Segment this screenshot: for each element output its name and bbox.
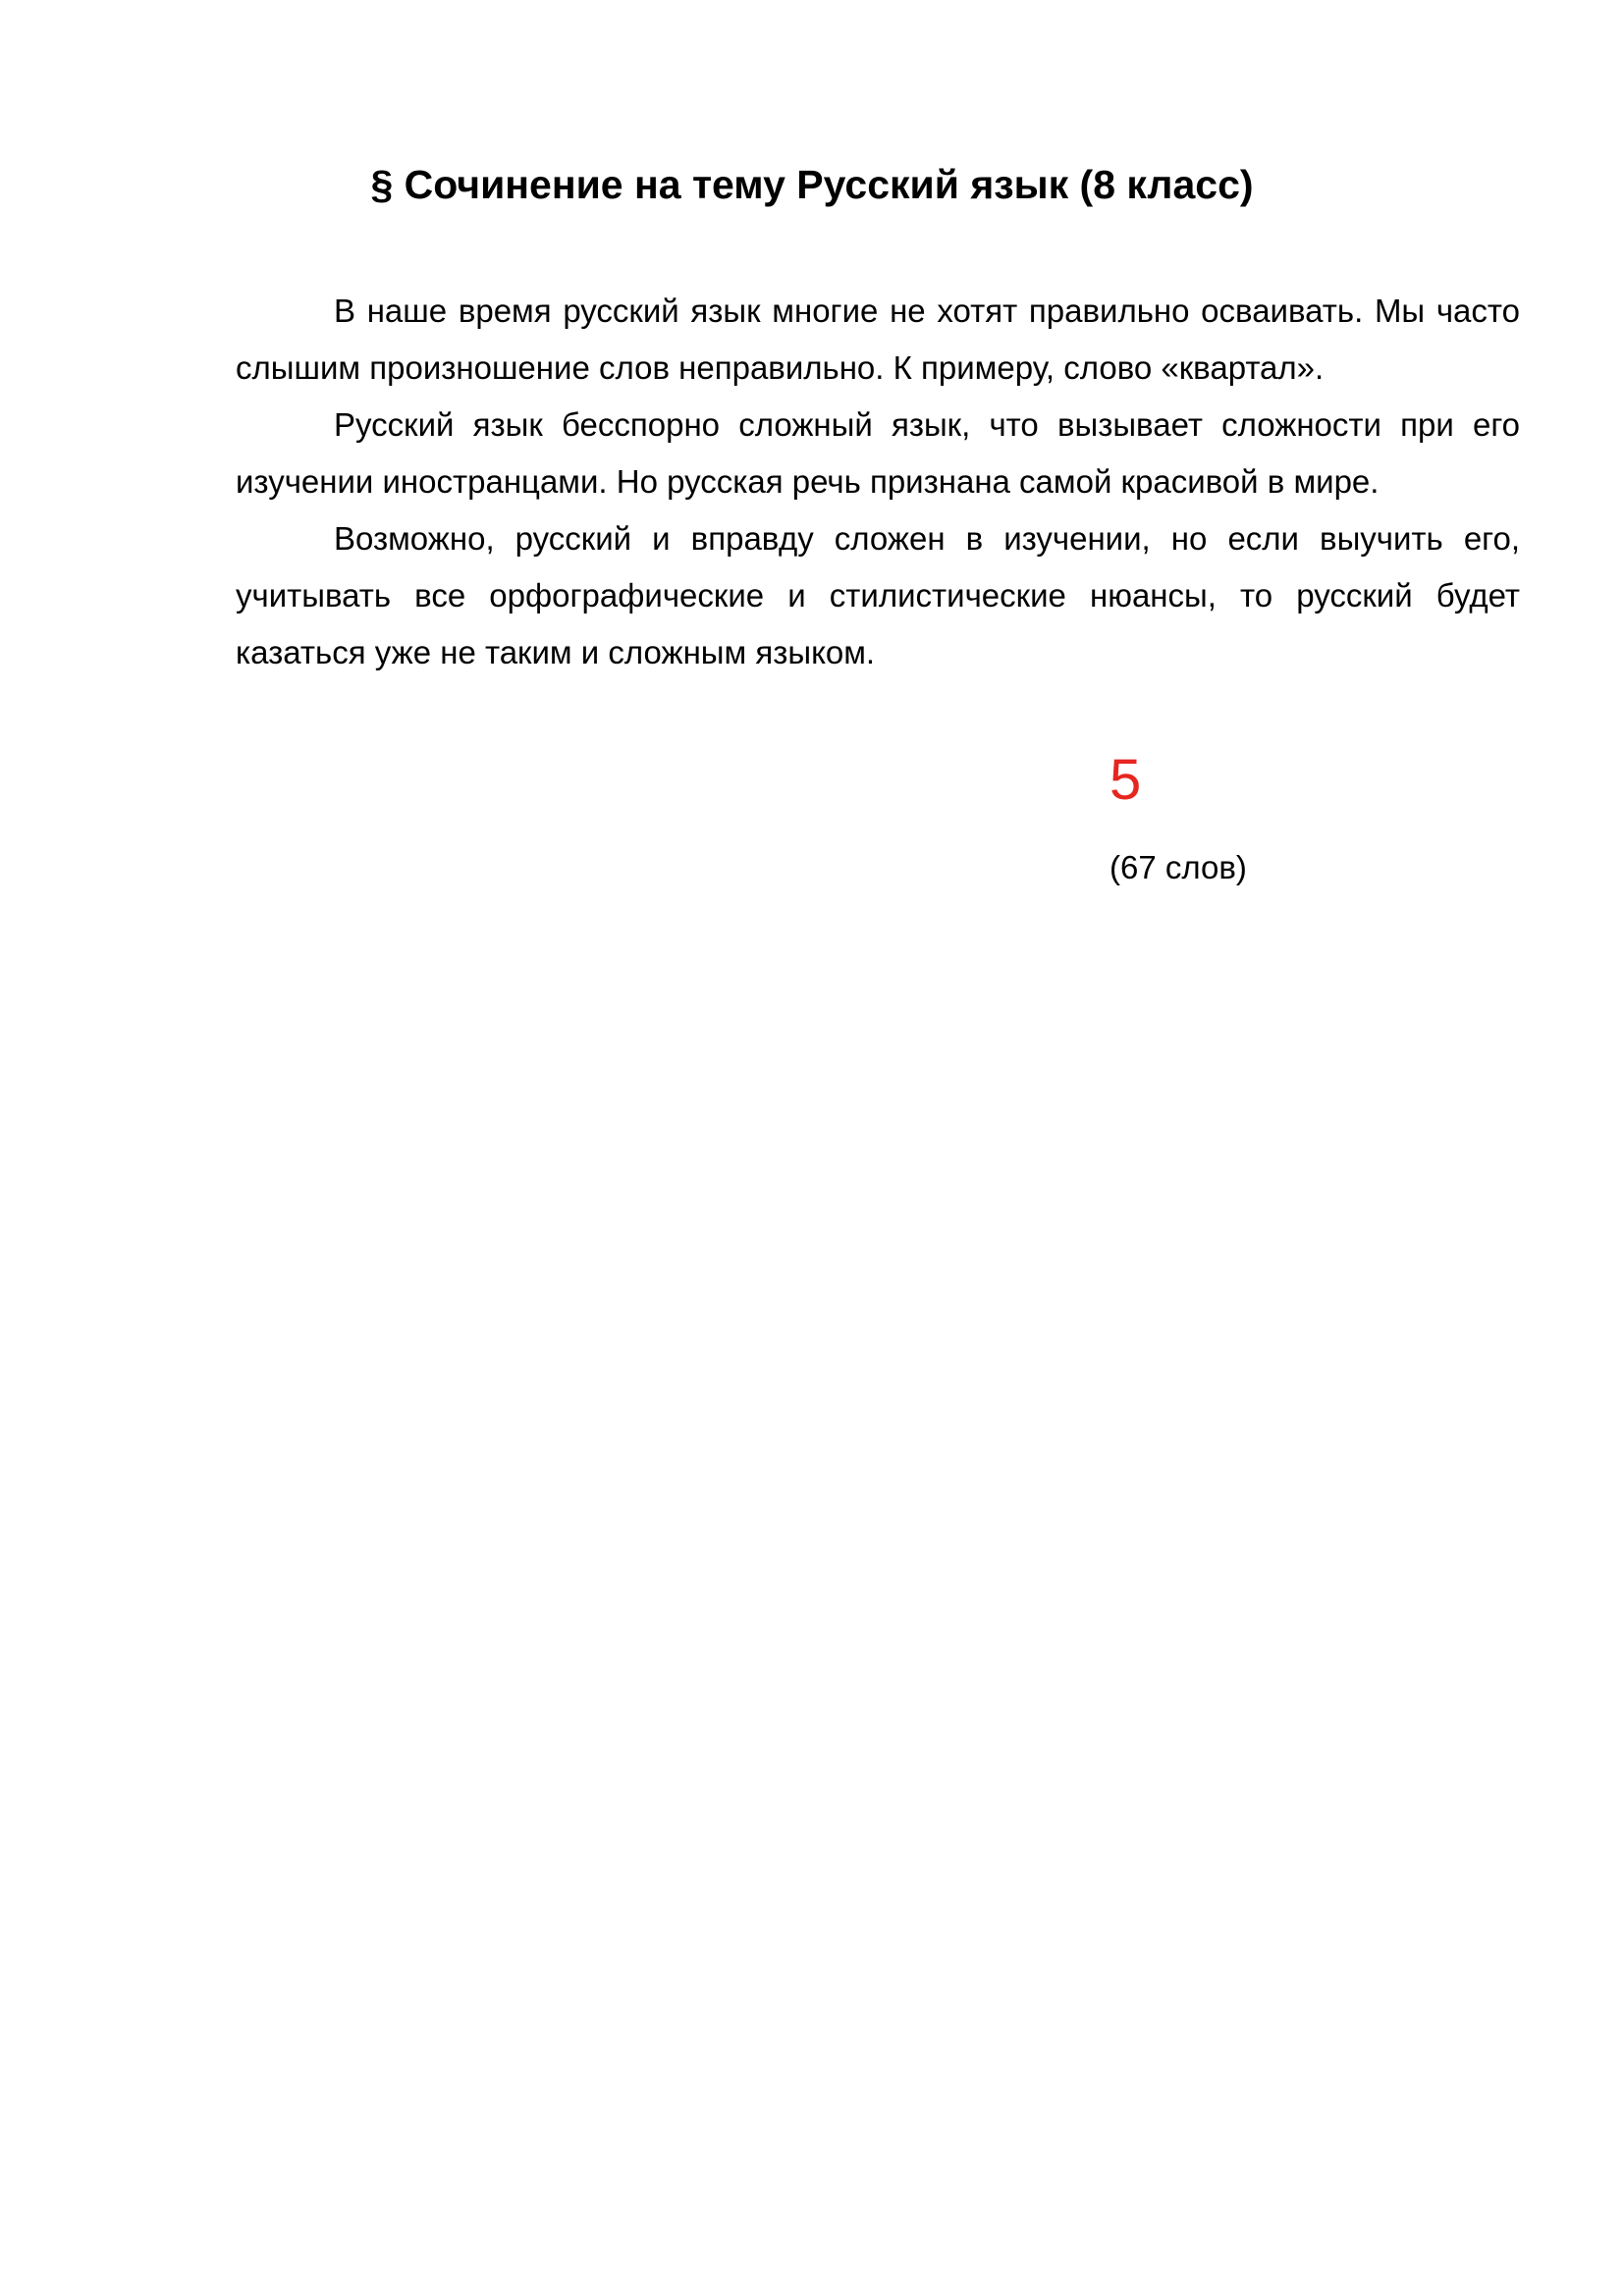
word-count: (67 слов): [1110, 849, 1247, 885]
page-title: § Сочинение на тему Русский язык (8 класс): [370, 162, 1254, 207]
essay-paragraph-3: Возможно, русский и вправду сложен в изучении, но если выучить его, учитывать все орфографические и стилистические нюансы, то русский будет казаться уже не таким и сложным языком.: [236, 520, 1520, 670]
essay-body: [236, 283, 1520, 681]
essay-paragraph-2: Русский язык бесспорно сложный язык, что вызывает сложности при его изучении иностранцами. Но русская речь признана самой красивой в мире.: [236, 406, 1520, 500]
grade-mark: 5: [1110, 748, 1142, 812]
essay-paragraph-1: В наше время русский язык многие не хотят правильно осваивать. Мы часто слышим произношение слов неправильно. К примеру, слово «квартал».: [236, 293, 1520, 386]
